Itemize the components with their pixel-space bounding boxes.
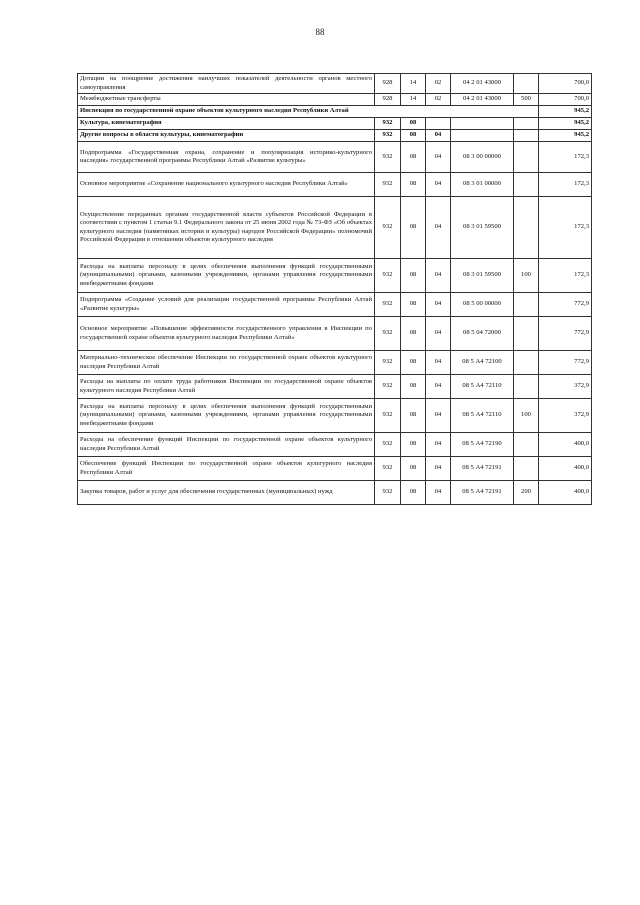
code-gr-cell: 928: [375, 74, 401, 94]
code-rz-cell: 08: [401, 317, 426, 351]
code-vr-cell: [514, 457, 539, 481]
code-csr-cell: 08 3 01 59500: [451, 197, 514, 259]
row-name-cell: Другие вопросы в области культуры, кинематографии: [78, 130, 375, 142]
code-pr-cell: 04: [426, 317, 451, 351]
code-pr-cell: 04: [426, 481, 451, 505]
table-row: [78, 351, 592, 375]
code-vr-cell: [514, 433, 539, 457]
code-vr-cell: [514, 142, 539, 173]
amount-cell: 172,3: [539, 259, 592, 293]
code-vr-cell: 200: [514, 481, 539, 505]
code-gr-cell: 932: [375, 317, 401, 351]
code-pr-cell: 04: [426, 173, 451, 197]
row-name-cell: Дотации на поощрение достижения наилучших показателей деятельности органов местного самоуправления: [78, 74, 375, 94]
amount-cell: 172,3: [539, 142, 592, 173]
code-csr-cell: 04 2 01 43000: [451, 74, 514, 94]
row-name-cell: Межбюджетные трансферты: [78, 94, 375, 106]
code-vr-cell: [514, 293, 539, 317]
code-gr-cell: 928: [375, 94, 401, 106]
code-csr-cell: 08 3 00 00000: [451, 142, 514, 173]
row-name-cell: Расходы на выплаты по оплате труда работников Инспекции по государственной охране объектов культурного наследия Республики Алтай: [78, 375, 375, 399]
code-gr-cell: 932: [375, 375, 401, 399]
amount-cell: 772,9: [539, 351, 592, 375]
code-csr-cell: 08 5 А4 72191: [451, 481, 514, 505]
code-pr-cell: 04: [426, 457, 451, 481]
code-rz-cell: 08: [401, 197, 426, 259]
code-vr-cell: [514, 118, 539, 130]
code-gr-cell: 932: [375, 399, 401, 433]
code-pr-cell: [426, 118, 451, 130]
code-pr-cell: 04: [426, 433, 451, 457]
code-rz-cell: 08: [401, 173, 426, 197]
code-pr-cell: 04: [426, 197, 451, 259]
table-row: [78, 293, 592, 317]
table-row: [78, 457, 592, 481]
code-gr-cell: 932: [375, 433, 401, 457]
amount-cell: 945,2: [539, 106, 592, 118]
code-csr-cell: 08 5 А4 72190: [451, 433, 514, 457]
code-csr-cell: 08 5 04 72000: [451, 317, 514, 351]
row-name-cell: Основное мероприятие «Сохранение национального культурного наследия Республики Алтай»: [78, 173, 375, 197]
amount-cell: 772,9: [539, 317, 592, 351]
row-name-cell: Основное мероприятие «Повышение эффективности государственного управления в Инспекции по государственной охране объектов культурного наследия Республики Алтай»: [78, 317, 375, 351]
code-pr-cell: 04: [426, 351, 451, 375]
table-row: [78, 130, 592, 142]
code-gr-cell: 932: [375, 259, 401, 293]
code-vr-cell: [514, 74, 539, 94]
amount-cell: 400,0: [539, 457, 592, 481]
row-name-cell: Подпрограмма «Государственная охрана, сохранение и популяризация историко-культурного наследия» государственной программы Республики Алтай «Развитие культуры»: [78, 142, 375, 173]
code-vr-cell: 500: [514, 94, 539, 106]
amount-cell: 945,2: [539, 130, 592, 142]
row-name-cell: Расходы на выплаты персоналу в целях обеспечения выполнения функций государственными (муниципальными) органами, казенными учреждениями, органами управления государственными внебюджетными фондами: [78, 259, 375, 293]
code-vr-cell: [514, 317, 539, 351]
code-csr-cell: 08 5 А4 72100: [451, 351, 514, 375]
code-gr-cell: 932: [375, 481, 401, 505]
table-row: [78, 433, 592, 457]
code-rz-cell: 08: [401, 433, 426, 457]
code-rz-cell: 08: [401, 375, 426, 399]
code-csr-cell: 08 5 А4 72110: [451, 399, 514, 433]
code-gr-cell: 932: [375, 118, 401, 130]
code-rz-cell: 08: [401, 118, 426, 130]
table-row: [78, 94, 592, 106]
code-pr-cell: 04: [426, 142, 451, 173]
code-vr-cell: [514, 130, 539, 142]
code-gr-cell: 932: [375, 351, 401, 375]
code-vr-cell: [514, 197, 539, 259]
code-rz-cell: 08: [401, 259, 426, 293]
code-gr-cell: 932: [375, 173, 401, 197]
row-name-cell: Культура, кинематография: [78, 118, 375, 130]
code-rz-cell: 08: [401, 293, 426, 317]
amount-cell: 172,3: [539, 173, 592, 197]
code-csr-cell: [451, 130, 514, 142]
code-csr-cell: 08 5 А4 72110: [451, 375, 514, 399]
table-row: [78, 142, 592, 173]
code-pr-cell: 04: [426, 259, 451, 293]
row-name-cell: Инспекция по государственной охране объектов культурного наследия Республики Алтай: [78, 106, 539, 118]
amount-cell: 400,0: [539, 433, 592, 457]
amount-cell: 772,9: [539, 293, 592, 317]
code-csr-cell: [451, 118, 514, 130]
code-gr-cell: 932: [375, 457, 401, 481]
code-csr-cell: 08 5 А4 72191: [451, 457, 514, 481]
code-csr-cell: 08 3 01 59500: [451, 259, 514, 293]
amount-cell: 400,0: [539, 481, 592, 505]
page-number: 88: [315, 27, 325, 37]
row-name-cell: Расходы на выплаты персоналу в целях обеспечения выполнения функций государственными (муниципальными) органами, казенными учреждениями, органами управления государственными внебюджетными фондами: [78, 399, 375, 433]
code-rz-cell: 08: [401, 351, 426, 375]
table-row: [78, 317, 592, 351]
code-rz-cell: 14: [401, 74, 426, 94]
row-name-cell: Осуществление переданных органам государственной власти субъектов Российской Федерации в соответствии с пунктом 1 статьи 9.1 Федерального закона от 25 июня 2002 года № 73-ФЗ «Об объектах культурного наследия (памятниках истории и культуры) народов Российской Федерации» полномочий Российской Федерации в отношении объектов культурного наследия: [78, 197, 375, 259]
code-pr-cell: 04: [426, 130, 451, 142]
code-gr-cell: 932: [375, 142, 401, 173]
code-vr-cell: 100: [514, 259, 539, 293]
amount-cell: 700,0: [539, 94, 592, 106]
code-rz-cell: 08: [401, 130, 426, 142]
code-vr-cell: 100: [514, 399, 539, 433]
table-row: [78, 259, 592, 293]
row-name-cell: Подпрограмма «Создание условий для реализации государственной программы Республики Алтай «Развитие культуры»: [78, 293, 375, 317]
row-name-cell: Материально–техническое обеспечение Инспекции по государственной охране объектов культурного наследия Республики Алтай: [78, 351, 375, 375]
table-row: [78, 375, 592, 399]
table-row: [78, 399, 592, 433]
code-rz-cell: 08: [401, 457, 426, 481]
code-rz-cell: 08: [401, 399, 426, 433]
code-pr-cell: 04: [426, 399, 451, 433]
code-vr-cell: [514, 351, 539, 375]
code-csr-cell: 08 5 00 00000: [451, 293, 514, 317]
amount-cell: 945,2: [539, 118, 592, 130]
code-csr-cell: 04 2 01 43000: [451, 94, 514, 106]
code-vr-cell: [514, 375, 539, 399]
amount-cell: 372,9: [539, 399, 592, 433]
amount-cell: 700,0: [539, 74, 592, 94]
code-pr-cell: 04: [426, 375, 451, 399]
budget-table: [77, 73, 592, 505]
table-row: [78, 197, 592, 259]
code-csr-cell: 08 3 01 00000: [451, 173, 514, 197]
code-rz-cell: 14: [401, 94, 426, 106]
table-row: [78, 74, 592, 94]
code-pr-cell: 02: [426, 94, 451, 106]
table-row: [78, 173, 592, 197]
code-gr-cell: 932: [375, 293, 401, 317]
amount-cell: 372,9: [539, 375, 592, 399]
code-gr-cell: 932: [375, 130, 401, 142]
row-name-cell: Закупка товаров, работ и услуг для обеспечения государственных (муниципальных) нужд: [78, 481, 375, 505]
code-vr-cell: [514, 173, 539, 197]
table-row: [78, 481, 592, 505]
code-rz-cell: 08: [401, 481, 426, 505]
table-row: [78, 118, 592, 130]
row-name-cell: Расходы на обеспечение функций Инспекции по государственной охране объектов культурного наследия Республики Алтай: [78, 433, 375, 457]
code-pr-cell: 02: [426, 74, 451, 94]
row-name-cell: Обеспечение функций Инспекции по государственной охране объектов культурного наследия Республики Алтай: [78, 457, 375, 481]
code-rz-cell: 08: [401, 142, 426, 173]
amount-cell: 172,3: [539, 197, 592, 259]
code-gr-cell: 932: [375, 197, 401, 259]
code-pr-cell: 04: [426, 293, 451, 317]
table-row: [78, 106, 592, 118]
